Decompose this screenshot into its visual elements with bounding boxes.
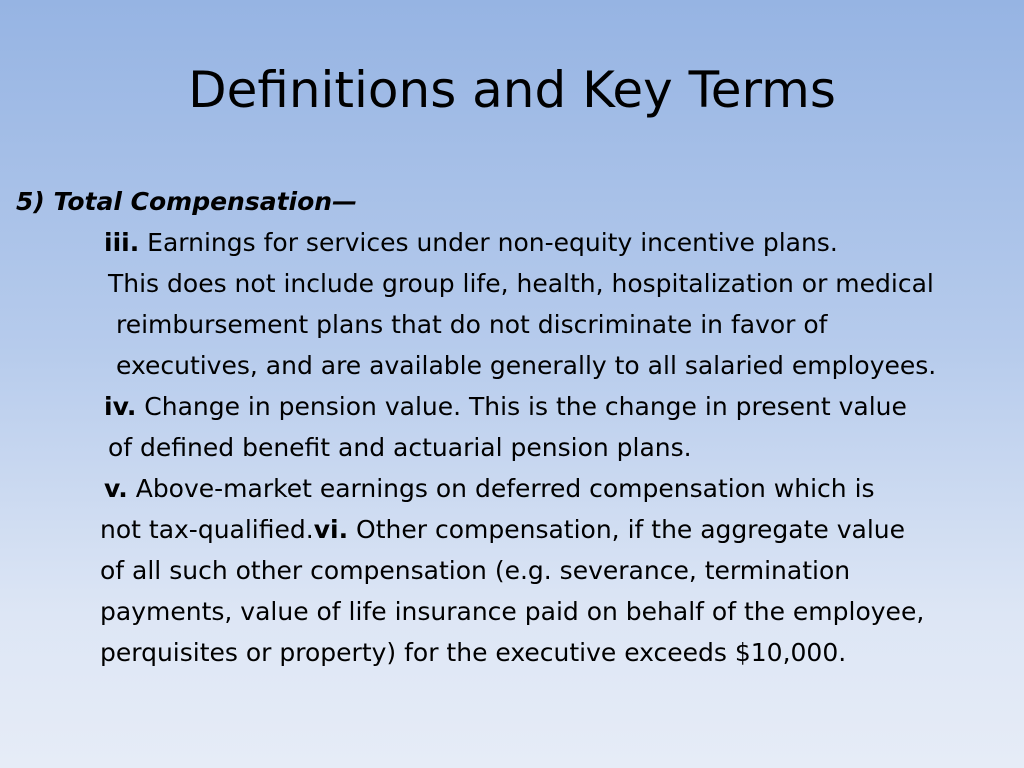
item-v-text-2: not tax-qualified.: [100, 515, 314, 544]
item-vi-marker: vi.: [313, 515, 349, 544]
item-iii-marker: iii.: [104, 228, 140, 257]
item-iii-line-2: This does not include group life, health, hospitalization or medical: [108, 269, 934, 298]
item-vi-line-4: perquisites or property) for the executive exceeds $10,000.: [100, 638, 847, 667]
item-vi-text-1: Other compensation, if the aggregate value: [348, 515, 906, 544]
item-iii-text-1: Earnings for services under non-equity incentive plans.: [139, 228, 838, 257]
item-iv-text-1: Change in pension value. This is the change in present value: [136, 392, 907, 421]
item-iv-marker: iv.: [104, 392, 137, 421]
item-v-vi-line: [100, 514, 905, 546]
item-vi-line-2: of all such other compensation (e.g. severance, termination: [100, 556, 851, 585]
item-iv-line-2: of defined benefit and actuarial pension plans.: [108, 433, 692, 462]
item-iii-line-4: executives, and are available generally to all salaried employees.: [116, 351, 937, 380]
item-iii-line-3: reimbursement plans that do not discriminate in favor of: [116, 310, 828, 339]
item-v-marker: v.: [104, 474, 128, 503]
item-v-line-1: [104, 473, 875, 505]
item-iv-line-1: [104, 391, 907, 423]
item-v-text-1: Above-market earnings on deferred compensation which is: [127, 474, 875, 503]
section-heading: 5) Total Compensation—: [16, 187, 358, 216]
item-vi-line-3: payments, value of life insurance paid on behalf of the employee,: [100, 597, 925, 626]
slide-title: Definitions and Key Terms: [188, 61, 836, 119]
item-iii-line-1: [104, 227, 838, 259]
